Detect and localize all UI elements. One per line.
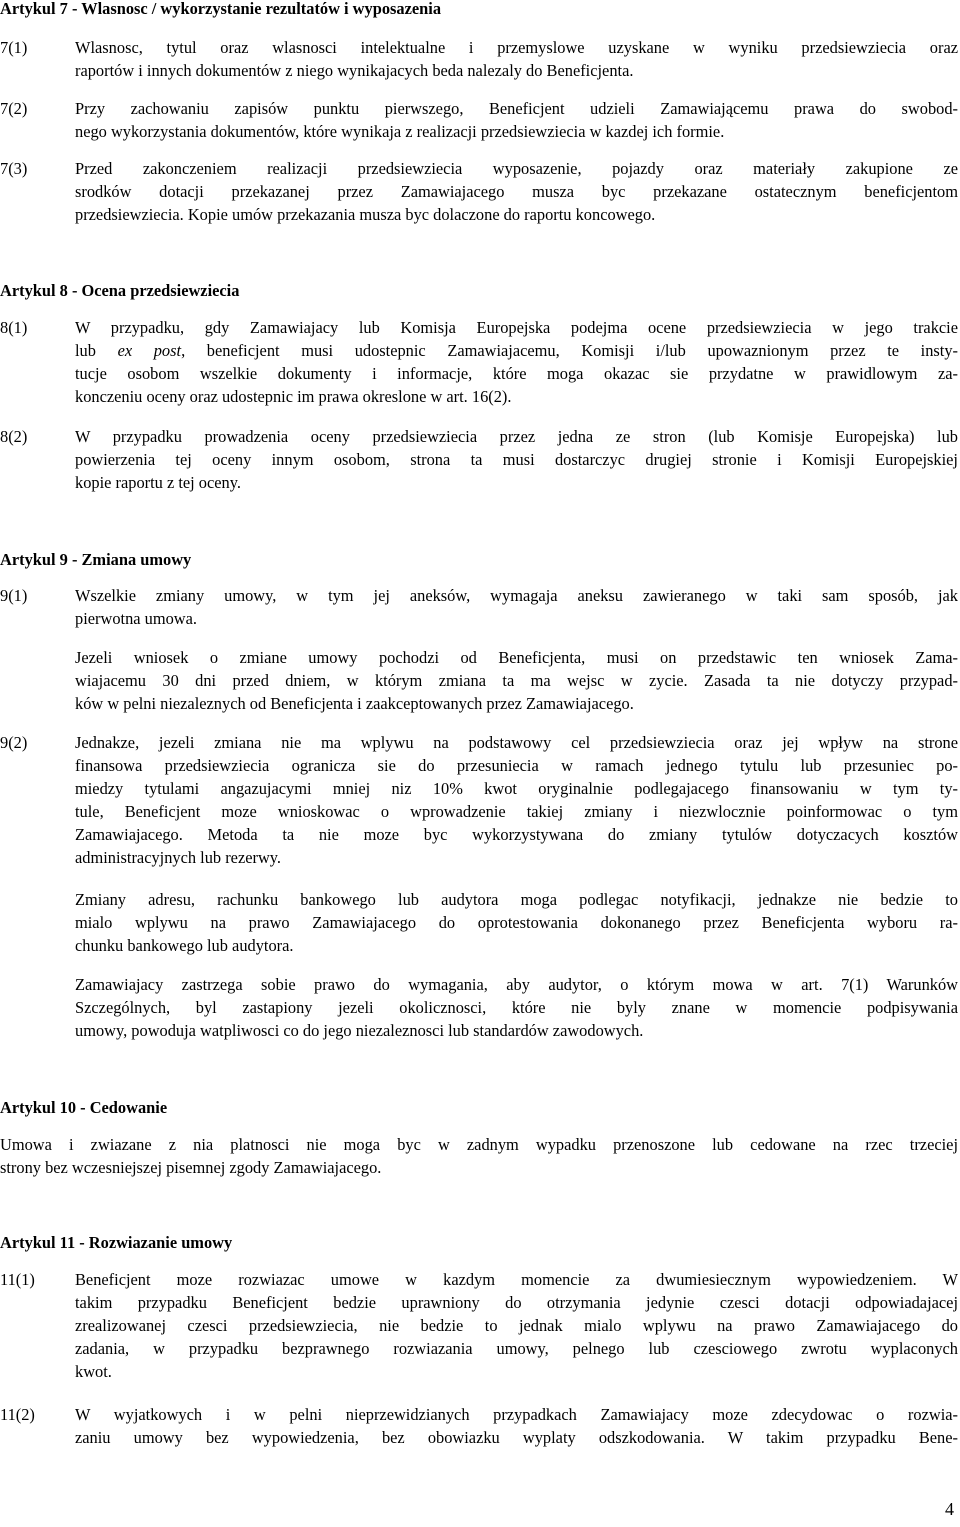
italic-term: ex post (117, 341, 182, 360)
paragraph-number: 11(2) (0, 1405, 35, 1424)
text-line: Jednakze, jezeli zmiana nie ma wplywu na podstawowy cel przedsiewziecia oraz jej wpływ na strone (75, 733, 958, 752)
text-line: Przy zachowaniu zapisów punktu pierwszego, Beneficjent udzieli Zamawiającemu prawa do swobod- (75, 99, 958, 118)
text-line: Zamawiajacego. Metoda ta nie moze byc wykorzystywana do zmiany tytulów dotyczacych kosztów (75, 825, 958, 844)
paragraph-number: 7(3) (0, 159, 28, 178)
text-line: pierwotna umowa. (75, 609, 197, 628)
text-line: Jezeli wniosek o zmiane umowy pochodzi od Beneficjenta, musi on przedstawic ten wniosek Zama- (75, 648, 958, 667)
paragraph-number: 11(1) (0, 1270, 35, 1289)
text-line: srodków dotacji przekazanej przez Zamawiajacego musza byc przekazane ostatecznym beneficjentom (75, 182, 958, 201)
text-line: administracyjnych lub rezerwy. (75, 848, 282, 867)
paragraph-number: 9(2) (0, 733, 28, 752)
text-line: umowy, powoduja watpliwosci co do jego niezaleznosci lub standardów zawodowych. (75, 1021, 644, 1040)
text-line: przedsiewziecia. Kopie umów przekazania musza byc dolaczone do raportu koncowego. (75, 205, 656, 224)
text-line: mialo wplywu na prawo Zamawiajacego do oprotestowania dokonanego przez Beneficjenta wyboru ra- (75, 913, 958, 932)
text-line: Przed zakonczeniem realizacji przedsiewziecia wyposazenie, pojazdy oraz materiały zakupione ze (75, 159, 958, 178)
article-11-heading: Artykul 11 - Rozwiazanie umowy (0, 1233, 233, 1252)
text-line: W przypadku prowadzenia oceny przedsiewziecia przez jedna ze stron (lub Komisje Europejska) lub (75, 427, 958, 446)
text-line: miedzy tytulami angazujacymi mniej niz 10% kwot oryginalnie podlegajacego finansowaniu w tym ty- (75, 779, 958, 798)
text-line: Umowa i zwiazane z nia platnosci nie moga byc w zadnym wypadku przenoszone lub cedowane na rzec trzeciej (0, 1135, 958, 1154)
paragraph-number: 7(2) (0, 99, 28, 118)
text-line: powierzenia tej oceny innym osobom, strona ta musi dostarczyc drugiej stronie i Komisji Europejskiej (75, 450, 958, 469)
text-line: Wlasnosc, tytul oraz wlasnosci intelektualne i przemyslowe uzyskane w wyniku przedsiewziecia oraz (75, 38, 958, 57)
paragraph-number: 8(2) (0, 427, 28, 446)
text-line: tule, Beneficjent moze wnioskowac o wprowadzenie takiej zmiany i niezwlocznie poinformowac o tym (75, 802, 958, 821)
text-line: Zamawiajacy zastrzega sobie prawo do wymagania, aby audytor, o którym mowa w art. 7(1) Warunków (75, 975, 958, 994)
text-line: ków w pelni niezaleznych od Beneficjenta i zaakceptowanych przez Zamawiajacego. (75, 694, 634, 713)
text-line: W przypadku, gdy Zamawiajacy lub Komisja Europejska podejma ocene przedsiewziecia w jego trakcie (75, 318, 958, 337)
text-line: finansowa przedsiewziecia ogranicza sie do przesuniecia w ramach jednego tytulu lub przesuniec po- (75, 756, 958, 775)
paragraph-number: 9(1) (0, 586, 28, 605)
text-line: Szczególnych, byl zastapiony jezeli okolicznosci, które nie byly znane w momencie podpisywania (75, 998, 958, 1017)
text-line: takim przypadku Beneficjent bedzie uprawniony do otrzymania jedynie czesci dotacji odpowiadajacej (75, 1293, 958, 1312)
article-7-heading: Artykul 7 - Wlasnosc / wykorzystanie rezultatów i wyposazenia (0, 0, 442, 18)
text-line: W wyjatkowych i w pelni nieprzewidzianych przypadkach Zamawiajacy moze zdecydowac o rozwia- (75, 1405, 958, 1424)
text-line: strony bez wczesniejszej pisemnej zgody Zamawiajacego. (0, 1158, 382, 1177)
text-line: nego wykorzystania dokumentów, które wynikaja z realizacji przedsiewziecia w kazdej ich formie. (75, 122, 725, 141)
page-number: 4 (945, 1499, 954, 1519)
text-line: kopie raportu z tej oceny. (75, 473, 241, 492)
text-line: tucje osobom wszelkie dokumenty i informacje, które moga okazac sie przydatne w prawidlowym za- (75, 364, 958, 383)
text-line: kwot. (75, 1362, 112, 1381)
text-line: chunku bankowego lub audytora. (75, 936, 294, 955)
article-9-heading: Artykul 9 - Zmiana umowy (0, 550, 192, 569)
paragraph-number: 7(1) (0, 38, 28, 57)
text-line: konczeniu oceny oraz udostepnic im prawa okreslone w art. 16(2). (75, 387, 512, 406)
article-10-heading: Artykul 10 - Cedowanie (0, 1098, 168, 1117)
text-line: zadania, w przypadku bezprawnego rozwiazania umowy, pelnego lub czesciowego zwrotu wyplaconych (75, 1339, 958, 1358)
text-line: Beneficjent moze rozwiazac umowe w kazdym momencie za dwumiesiecznym wypowiedzeniem. W (75, 1270, 958, 1289)
text-line: wiajacemu 30 dni przed dniem, w którym zmiana ta ma wejsc w zycie. Zasada ta nie dotyczy przypad- (75, 671, 958, 690)
text-line: lub ex post, beneficjent musi udostepnic Zamawiajacemu, Komisji i/lub upowaznionym przez te insty- (75, 341, 958, 360)
text-line: raportów i innych dokumentów z niego wynikajacych beda nalezaly do Beneficjenta. (75, 61, 634, 80)
text-line: Zmiany adresu, rachunku bankowego lub audytora moga podlegac notyfikacji, jednakze nie bedzie to (75, 890, 958, 909)
paragraph-number: 8(1) (0, 318, 28, 337)
text-line: zrealizowanej czesci przedsiewziecia, nie bedzie to jednak mialo wplywu na prawo Zamawiajacego do (75, 1316, 958, 1335)
article-8-heading: Artykul 8 - Ocena przedsiewziecia (0, 281, 240, 300)
text-line: zaniu umowy bez wypowiedzenia, bez obowiazku wyplaty odszkodowania. W takim przypadku Bene- (75, 1428, 958, 1447)
text-line: Wszelkie zmiany umowy, w tym jej aneksów, wymagaja aneksu zawieranego w taki sam sposób, jak (75, 586, 958, 605)
